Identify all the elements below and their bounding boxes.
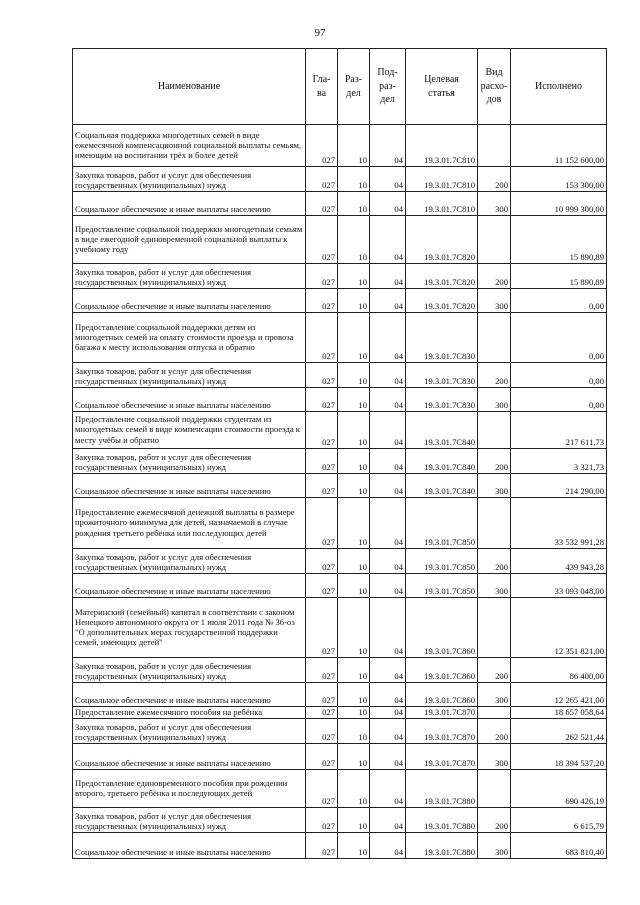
row-chapter: 027 <box>306 167 338 192</box>
table-row <box>73 658 607 683</box>
table-body <box>73 125 607 859</box>
table-row <box>73 264 607 289</box>
row-kind: 300 <box>478 289 511 313</box>
row-executed: 0,00 <box>511 289 607 313</box>
row-chapter: 027 <box>306 313 338 363</box>
row-subsection: 04 <box>370 744 406 770</box>
row-target: 19.3.01.7С840 <box>406 449 478 474</box>
row-section: 10 <box>338 658 370 683</box>
row-name: Закупка товаров, работ и услуг для обеспечения государственных (муниципальных) нужд <box>73 363 306 388</box>
row-section: 10 <box>338 744 370 770</box>
table-row <box>73 125 607 167</box>
row-name: Предоставление социальной поддержки детям из многодетных семей на оплату стоимости проезда и провоза багажа к месту использования отпуска и обратно <box>73 313 306 363</box>
row-kind: 200 <box>478 449 511 474</box>
header-kind: Вид расхо- дов <box>478 49 511 125</box>
row-kind <box>478 412 511 449</box>
table-row <box>73 167 607 192</box>
row-subsection: 04 <box>370 498 406 549</box>
row-name: Предоставление единовременного пособия при рождении второго, третьего ребёнка и последующих детей <box>73 770 306 808</box>
table-row <box>73 598 607 658</box>
row-section: 10 <box>338 449 370 474</box>
row-subsection: 04 <box>370 125 406 167</box>
row-executed: 3 321,73 <box>511 449 607 474</box>
row-target: 19.3.01.7С850 <box>406 549 478 574</box>
row-section: 10 <box>338 125 370 167</box>
row-chapter: 027 <box>306 833 338 859</box>
row-executed: 12 265 421,00 <box>511 683 607 707</box>
row-target: 19.3.01.7С830 <box>406 363 478 388</box>
row-executed: 15 890,89 <box>511 216 607 264</box>
row-chapter: 027 <box>306 412 338 449</box>
row-chapter: 027 <box>306 449 338 474</box>
row-section: 10 <box>338 683 370 707</box>
row-target: 19.3.01.7С850 <box>406 498 478 549</box>
row-section: 10 <box>338 388 370 412</box>
table-row <box>73 474 607 498</box>
row-chapter: 027 <box>306 707 338 719</box>
row-chapter: 027 <box>306 719 338 744</box>
page-number: 97 <box>314 27 326 39</box>
row-chapter: 027 <box>306 363 338 388</box>
row-subsection: 04 <box>370 216 406 264</box>
row-target: 19.3.01.7С880 <box>406 833 478 859</box>
row-target: 19.3.01.7С860 <box>406 683 478 707</box>
row-target: 19.3.01.7С850 <box>406 574 478 598</box>
row-subsection: 04 <box>370 574 406 598</box>
row-kind: 200 <box>478 363 511 388</box>
row-section: 10 <box>338 574 370 598</box>
row-chapter: 027 <box>306 216 338 264</box>
row-kind: 300 <box>478 683 511 707</box>
table-row <box>73 192 607 216</box>
row-kind <box>478 707 511 719</box>
row-subsection: 04 <box>370 598 406 658</box>
row-executed: 217 611,73 <box>511 412 607 449</box>
table-row <box>73 744 607 770</box>
row-target: 19.3.01.7С880 <box>406 770 478 808</box>
row-subsection: 04 <box>370 289 406 313</box>
header-target: Целевая статья <box>406 49 478 125</box>
row-kind <box>478 770 511 808</box>
row-subsection: 04 <box>370 683 406 707</box>
row-kind: 300 <box>478 192 511 216</box>
row-subsection: 04 <box>370 719 406 744</box>
table-row <box>73 683 607 707</box>
row-name: Социальное обеспечение и иные выплаты населению <box>73 192 306 216</box>
row-chapter: 027 <box>306 388 338 412</box>
row-target: 19.3.01.7С840 <box>406 412 478 449</box>
row-target: 19.3.01.7С810 <box>406 167 478 192</box>
row-name: Социальное обеспечение и иные выплаты населению <box>73 388 306 412</box>
header-chapter: Гла- ва <box>306 49 338 125</box>
row-name: Социальное обеспечение и иные выплаты населению <box>73 683 306 707</box>
row-chapter: 027 <box>306 192 338 216</box>
row-chapter: 027 <box>306 683 338 707</box>
row-chapter: 027 <box>306 598 338 658</box>
row-executed: 33 093 048,00 <box>511 574 607 598</box>
table-row <box>73 289 607 313</box>
table-row <box>73 216 607 264</box>
row-chapter: 027 <box>306 549 338 574</box>
row-target: 19.3.01.7С830 <box>406 313 478 363</box>
row-name: Предоставление социальной поддержки многодетным семьям в виде ежегодной единовременной социальной выплаты к учебному году <box>73 216 306 264</box>
row-name: Закупка товаров, работ и услуг для обеспечения государственных (муниципальных) нужд <box>73 719 306 744</box>
row-section: 10 <box>338 264 370 289</box>
row-section: 10 <box>338 192 370 216</box>
row-name: Предоставление ежемесячного пособия на ребёнка <box>73 707 306 719</box>
row-kind: 200 <box>478 549 511 574</box>
row-executed: 11 152 600,00 <box>511 125 607 167</box>
row-kind <box>478 498 511 549</box>
row-name: Социальное обеспечение и иные выплаты населению <box>73 474 306 498</box>
row-executed: 6 615,79 <box>511 808 607 833</box>
row-executed: 214 290,00 <box>511 474 607 498</box>
row-target: 19.3.01.7С860 <box>406 658 478 683</box>
row-subsection: 04 <box>370 833 406 859</box>
row-name: Социальная поддержка многодетных семей в виде ежемесячной компенсационной социальной выплаты семьям, имеющим на воспитании трёх и более детей <box>73 125 306 167</box>
row-name: Закупка товаров, работ и услуг для обеспечения государственных (муниципальных) нужд <box>73 264 306 289</box>
row-section: 10 <box>338 474 370 498</box>
row-executed: 439 943,28 <box>511 549 607 574</box>
table-row <box>73 549 607 574</box>
row-subsection: 04 <box>370 707 406 719</box>
row-target: 19.3.01.7С830 <box>406 388 478 412</box>
row-subsection: 04 <box>370 388 406 412</box>
row-name: Закупка товаров, работ и услуг для обеспечения государственных (муниципальных) нужд <box>73 808 306 833</box>
row-chapter: 027 <box>306 808 338 833</box>
row-section: 10 <box>338 808 370 833</box>
row-target: 19.3.01.7С880 <box>406 808 478 833</box>
row-kind <box>478 125 511 167</box>
row-kind: 200 <box>478 719 511 744</box>
row-subsection: 04 <box>370 449 406 474</box>
row-name: Социальное обеспечение и иные выплаты населению <box>73 574 306 598</box>
row-kind: 300 <box>478 474 511 498</box>
row-subsection: 04 <box>370 658 406 683</box>
row-subsection: 04 <box>370 474 406 498</box>
row-target: 19.3.01.7С810 <box>406 125 478 167</box>
row-name: Закупка товаров, работ и услуг для обеспечения государственных (муниципальных) нужд <box>73 167 306 192</box>
row-target: 19.3.01.7С860 <box>406 598 478 658</box>
row-executed: 690 426,19 <box>511 770 607 808</box>
row-executed: 15 890,89 <box>511 264 607 289</box>
row-section: 10 <box>338 719 370 744</box>
row-subsection: 04 <box>370 770 406 808</box>
table-row <box>73 574 607 598</box>
row-subsection: 04 <box>370 412 406 449</box>
row-target: 19.3.01.7С870 <box>406 744 478 770</box>
row-name: Материнский (семейный) капитал в соответствии с законом Ненецкого автономного округа от 1 июля 2011 года № 36-оз "О дополнительных мерах государственной поддержки семей, имеющих детей" <box>73 598 306 658</box>
row-executed: 12 351 821,00 <box>511 598 607 658</box>
row-name: Закупка товаров, работ и услуг для обеспечения государственных (муниципальных) нужд <box>73 449 306 474</box>
row-target: 19.3.01.7С840 <box>406 474 478 498</box>
row-section: 10 <box>338 313 370 363</box>
row-name: Социальное обеспечение и иные выплаты населению <box>73 289 306 313</box>
table-row <box>73 770 607 808</box>
row-section: 10 <box>338 770 370 808</box>
row-kind: 300 <box>478 574 511 598</box>
row-subsection: 04 <box>370 808 406 833</box>
row-kind: 200 <box>478 167 511 192</box>
row-subsection: 04 <box>370 192 406 216</box>
row-target: 19.3.01.7С820 <box>406 216 478 264</box>
row-subsection: 04 <box>370 363 406 388</box>
row-kind <box>478 313 511 363</box>
header-section: Раз- дел <box>338 49 370 125</box>
table-row <box>73 313 607 363</box>
row-executed: 86 400,00 <box>511 658 607 683</box>
row-section: 10 <box>338 598 370 658</box>
row-name: Предоставление ежемесячной денежной выплаты в размере прожиточного минимума для детей, назначаемой в случае рождения третьего ребёнка или последующих детей <box>73 498 306 549</box>
row-section: 10 <box>338 549 370 574</box>
row-name: Закупка товаров, работ и услуг для обеспечения государственных (муниципальных) нужд <box>73 658 306 683</box>
row-kind: 300 <box>478 744 511 770</box>
table-row <box>73 707 607 719</box>
row-name: Социальное обеспечение и иные выплаты населению <box>73 744 306 770</box>
row-subsection: 04 <box>370 549 406 574</box>
row-executed: 18 394 537,20 <box>511 744 607 770</box>
row-target: 19.3.01.7С820 <box>406 289 478 313</box>
row-section: 10 <box>338 363 370 388</box>
row-kind <box>478 216 511 264</box>
table-header-row <box>73 49 607 125</box>
table-row <box>73 833 607 859</box>
row-executed: 262 521,44 <box>511 719 607 744</box>
row-executed: 0,00 <box>511 313 607 363</box>
table-row <box>73 498 607 549</box>
row-executed: 33 532 991,28 <box>511 498 607 549</box>
row-name: Предоставление социальной поддержки студентам из многодетных семей в виде компенсации стоимости проезда к месту учёбы и обратно <box>73 412 306 449</box>
table-row <box>73 363 607 388</box>
header-executed: Исполнено <box>511 49 607 125</box>
row-chapter: 027 <box>306 498 338 549</box>
row-chapter: 027 <box>306 289 338 313</box>
row-executed: 18 657 058,64 <box>511 707 607 719</box>
row-executed: 0,00 <box>511 388 607 412</box>
row-chapter: 027 <box>306 125 338 167</box>
row-executed: 0,00 <box>511 363 607 388</box>
row-section: 10 <box>338 833 370 859</box>
row-chapter: 027 <box>306 658 338 683</box>
row-chapter: 027 <box>306 574 338 598</box>
header-subsection: Под- раз- дел <box>370 49 406 125</box>
row-name: Социальное обеспечение и иные выплаты населению <box>73 833 306 859</box>
row-section: 10 <box>338 216 370 264</box>
row-subsection: 04 <box>370 313 406 363</box>
row-section: 10 <box>338 498 370 549</box>
table-row <box>73 388 607 412</box>
header-name: Наименование <box>73 49 306 125</box>
row-section: 10 <box>338 412 370 449</box>
row-executed: 10 999 300,00 <box>511 192 607 216</box>
row-kind <box>478 598 511 658</box>
row-kind: 200 <box>478 808 511 833</box>
row-chapter: 027 <box>306 474 338 498</box>
row-section: 10 <box>338 707 370 719</box>
row-target: 19.3.01.7С870 <box>406 719 478 744</box>
budget-table <box>72 48 607 859</box>
row-name: Закупка товаров, работ и услуг для обеспечения государственных (муниципальных) нужд <box>73 549 306 574</box>
row-kind: 200 <box>478 658 511 683</box>
row-kind: 300 <box>478 833 511 859</box>
row-kind: 300 <box>478 388 511 412</box>
row-chapter: 027 <box>306 744 338 770</box>
row-chapter: 027 <box>306 264 338 289</box>
row-target: 19.3.01.7С870 <box>406 707 478 719</box>
row-section: 10 <box>338 167 370 192</box>
row-target: 19.3.01.7С810 <box>406 192 478 216</box>
row-chapter: 027 <box>306 770 338 808</box>
table-row <box>73 719 607 744</box>
row-executed: 153 300,00 <box>511 167 607 192</box>
row-subsection: 04 <box>370 264 406 289</box>
row-subsection: 04 <box>370 167 406 192</box>
table-row <box>73 412 607 449</box>
row-target: 19.3.01.7С820 <box>406 264 478 289</box>
row-executed: 683 810,40 <box>511 833 607 859</box>
table-row <box>73 449 607 474</box>
table-row <box>73 808 607 833</box>
row-section: 10 <box>338 289 370 313</box>
row-kind: 200 <box>478 264 511 289</box>
